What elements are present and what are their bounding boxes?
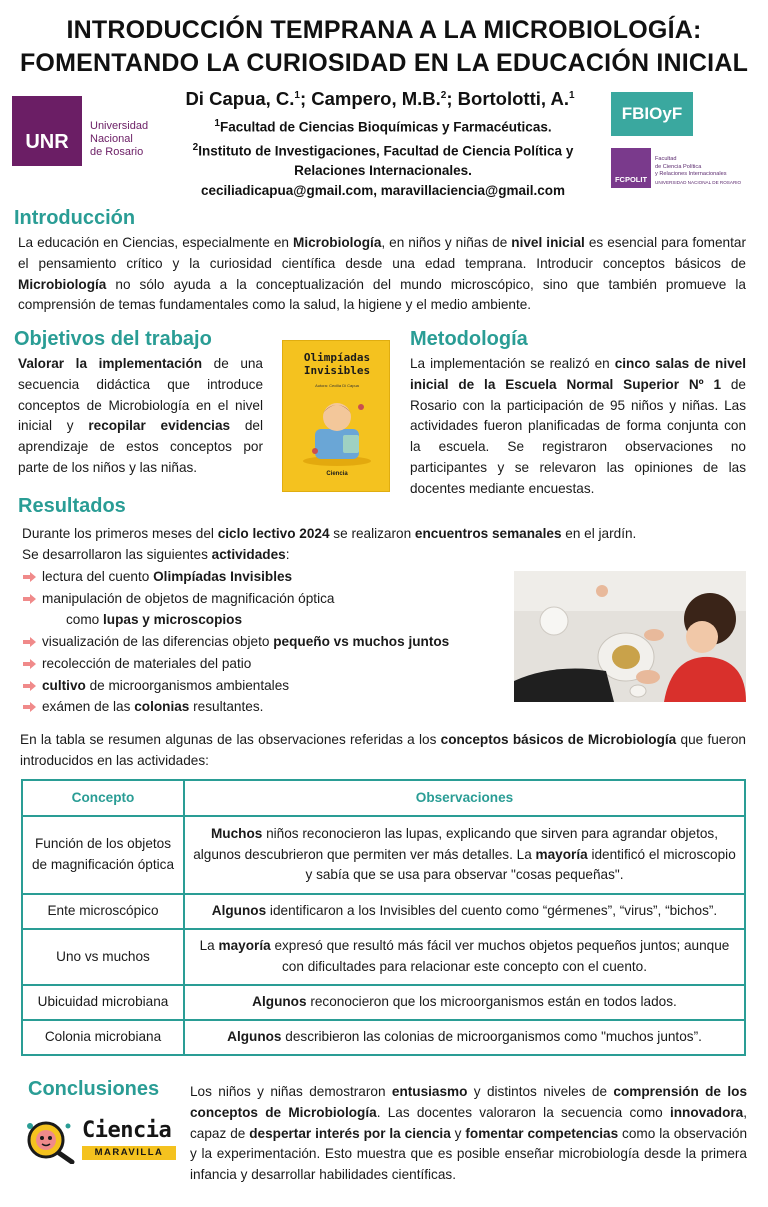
arrow-right-icon xyxy=(23,681,36,691)
table-row xyxy=(22,985,745,1020)
fcpolit-logo-mark: FCPOLIT xyxy=(611,148,651,188)
table-row xyxy=(22,894,745,929)
photo-illustration xyxy=(514,571,746,702)
table-row xyxy=(22,929,745,985)
book-title xyxy=(287,351,387,377)
author-2-sup: 2 xyxy=(440,89,447,101)
authors xyxy=(160,88,600,110)
unr-logo xyxy=(12,96,162,166)
fcpolit-logo-text xyxy=(655,156,761,186)
table-cell-observation: Muchos niños reconocieron las lupas, explicando que sirven para agrandar objetos, algunos descubrieron que permiten ver más detalles. La mayoría identificó el microscopio y sabía que se usa para observar "cosas pequeñas". xyxy=(184,816,745,894)
fcpolit-line-3: y Relaciones Internacionales xyxy=(655,171,727,177)
table-header-row xyxy=(22,780,745,816)
metodologia-paragraph: La implementación se realizó en cinco salas de nivel inicial de la Escuela Normal Superior Nº 1 de Rosario con la participación de 95 niños y niñas. Las actividades fueron planificadas de forma conjunta con la escuela. Se registraron observaciones no participantes y se relevaron las opiniones de las docentes mediante encuestas. xyxy=(410,356,746,496)
table-intro: En la tabla se resumen algunas de las observaciones referidas a los conceptos básicos de Microbiología que fueron introducidos en las actividades: xyxy=(20,732,746,768)
author-2: ; Campero, M.B. xyxy=(299,88,441,109)
table-cell-observation: La mayoría expresó que resultó más fácil ver muchos objetos pequeños juntos; aunque con dificultades para relacionar este concepto con el cuento. xyxy=(184,929,745,985)
maravilla-bar: MARAVILLA xyxy=(82,1146,176,1160)
affiliations xyxy=(168,114,598,201)
objetivos-paragraph: Valorar la implementación de una secuencia didáctica que introduce conceptos de Microbiología en el nivel inicial y recopilar evidencias del aprendizaje de estos conceptos por parte de los niños y las niñas. xyxy=(18,356,263,475)
book-subtitle: Autora: Cecilia Di Capua xyxy=(315,383,359,388)
arrow-right-icon xyxy=(23,659,36,669)
list-item: lectura del cuento Olimpíadas Invisibles xyxy=(22,566,502,588)
unr-line-3: de Rosario xyxy=(90,146,144,158)
unr-logo-text xyxy=(90,120,170,159)
activities-list xyxy=(22,566,502,718)
list-item: manipulación de objetos de magnificación óptica xyxy=(22,588,502,610)
conclusiones-heading: Conclusiones xyxy=(28,1078,160,1100)
book-cover-image xyxy=(282,340,390,492)
unr-logo-mark: UNR xyxy=(12,96,82,166)
affil-2-sup: 2 xyxy=(192,141,199,153)
list-item: recolección de materiales del patio xyxy=(22,653,502,675)
emails: ceciliadicapua@gmail.com, maravillaciencia@gmail.com xyxy=(201,183,565,198)
table-cell-concept: Uno vs muchos xyxy=(22,929,184,985)
arrow-right-icon xyxy=(23,637,36,647)
column-header-observaciones: Observaciones xyxy=(184,780,745,816)
table-cell-observation: Algunos describieron las colonias de microorganismos como "muchos juntos”. xyxy=(184,1020,745,1055)
intro-heading: Introducción xyxy=(14,207,136,229)
objetivos-heading: Objetivos del trabajo xyxy=(14,328,212,350)
table-row xyxy=(22,816,745,894)
table-cell-concept: Ubicuidad microbiana xyxy=(22,985,184,1020)
ciencia-maravilla-logo xyxy=(24,1116,180,1166)
table-row xyxy=(22,1020,745,1055)
list-item: exámen de las colonias resultantes. xyxy=(22,696,502,718)
poster-title xyxy=(0,14,768,80)
metodologia-heading: Metodología xyxy=(410,328,528,350)
resultados-intro-1: Durante los primeros meses del ciclo lectivo 2024 se realizaron encuentros semanales en el jardín. xyxy=(22,526,637,541)
column-header-concepto: Concepto xyxy=(22,780,184,816)
affil-1-sup: 1 xyxy=(214,118,220,129)
author-1: Di Capua, C. xyxy=(185,88,295,109)
resultados-intro-2: Se desarrollaron las siguientes actividades: xyxy=(22,547,290,562)
affil-1: Facultad de Ciencias Bioquímicas y Farmacéuticas. xyxy=(219,119,552,135)
intro-paragraph: La educación en Ciencias, especialmente en Microbiología, en niños y niñas de nivel inicial es esencial para fomentar el pensamiento crítico y la curiosidad científica desde una edad temprana. Introducir conceptos básicos de Microbiología no sólo ayuda a la conceptualización del mundo microscópico, sino que también promueve la comprensión de temas fundamentales como la salud, la higiene y el medio ambiente. xyxy=(18,235,746,313)
fcpolit-line-1: Facultad xyxy=(655,156,677,162)
list-item-continuation: como lupas y microscopios xyxy=(66,612,243,628)
title-line-2: FOMENTANDO LA CURIOSIDAD EN LA EDUCACIÓN INICIAL xyxy=(19,49,749,77)
observations-table xyxy=(21,779,746,1056)
unr-line-2: Nacional xyxy=(90,133,133,145)
book-title-line-2: Invisibles xyxy=(303,364,371,377)
title-line-1: INTRODUCCIÓN TEMPRANA A LA MICROBIOLOGÍA: xyxy=(66,16,702,44)
book-brand: Ciencia xyxy=(326,471,348,477)
arrow-right-icon xyxy=(23,572,36,582)
ciencia-word: Ciencia xyxy=(82,1118,172,1143)
arrow-right-icon xyxy=(23,702,36,712)
fcpolit-line-4: UNIVERSIDAD NACIONAL DE ROSARIO xyxy=(655,179,742,185)
author-3: ; Bortolotti, A. xyxy=(446,88,569,109)
list-item: cultivo de microorganismos ambientales xyxy=(22,675,502,697)
arrow-right-icon xyxy=(23,594,36,604)
table-cell-observation: Algunos reconocieron que los microorganismos están en todos lados. xyxy=(184,985,745,1020)
table-cell-concept: Ente microscópico xyxy=(22,894,184,929)
resultados-heading: Resultados xyxy=(18,495,126,517)
fcpolit-line-2: de Ciencia Política xyxy=(655,163,702,170)
fcpolit-logo xyxy=(611,148,761,192)
author-3-sup: 1 xyxy=(568,89,575,101)
conclusiones-paragraph: Los niños y niñas demostraron entusiasmo y distintos niveles de comprensión de los conceptos de Microbiología. Las docentes valoraron la secuencia como innovadora, capaz de despertar interés por la ciencia y fomentar competencias como la observación y la experimentación. Esto muestra que es posible enseñar microbiología desde la primera infancia y desarrollar habilidades científicas. xyxy=(190,1084,748,1183)
book-illustration xyxy=(297,393,377,467)
table-cell-concept: Función de los objetos de magnificación óptica xyxy=(22,816,184,894)
list-item: visualización de las diferencias objeto pequeño vs muchos juntos xyxy=(22,631,502,653)
book-title-line-1: Olimpíadas xyxy=(303,351,371,364)
table-cell-observation: Algunos identificaron a los Invisibles del cuento como “gérmenes”, “virus”, “bichos”. xyxy=(184,894,745,929)
fbioyf-logo: FBIOyF xyxy=(611,92,693,136)
magnifier-icon xyxy=(24,1118,78,1164)
activity-photo xyxy=(514,571,746,702)
author-1-sup: 1 xyxy=(294,89,300,101)
unr-line-1: Universidad xyxy=(90,120,149,132)
table-cell-concept: Colonia microbiana xyxy=(22,1020,184,1055)
affil-2: Instituto de Investigaciones, Facultad de Ciencia Política y Relaciones Internacionales. xyxy=(198,143,574,178)
